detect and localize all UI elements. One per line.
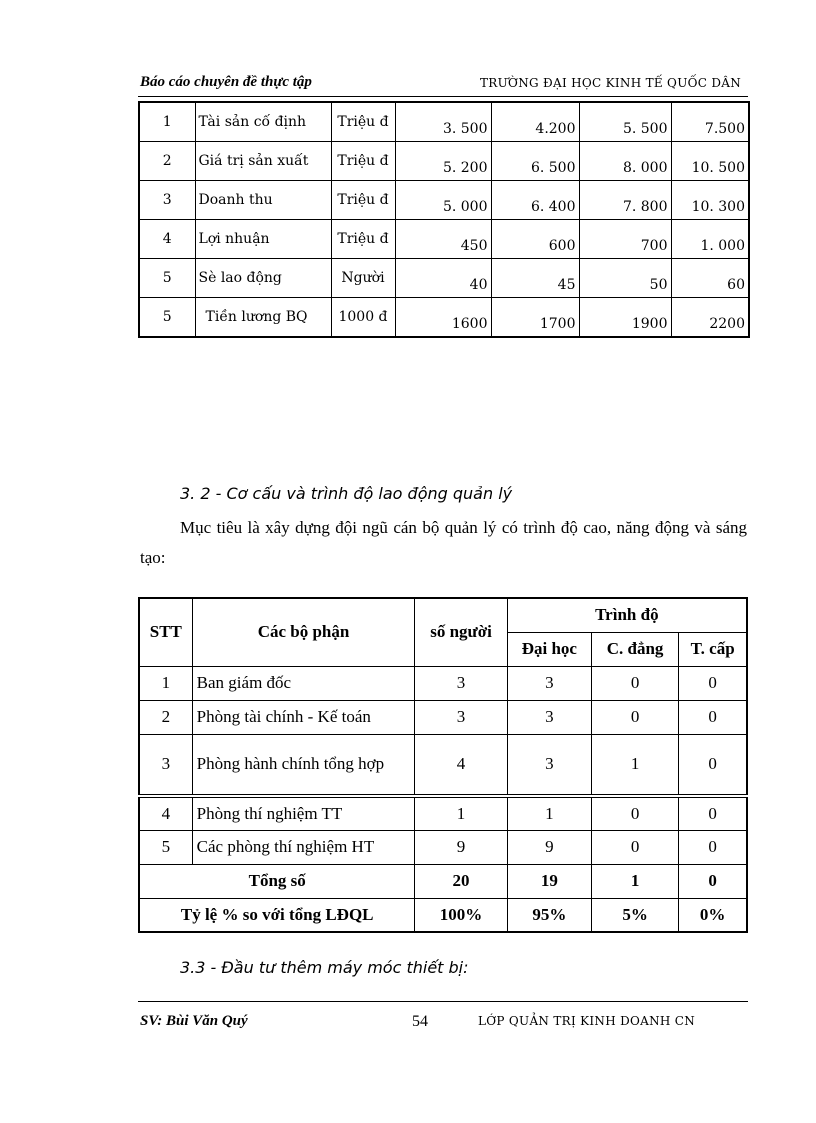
department-row [139,830,747,864]
headcount: 1 [415,796,507,830]
value-1: 40 [395,259,491,298]
intermediate-count: 0 [679,796,747,830]
intermediate-count: 0 [679,830,747,864]
stt-cell: 2 [139,700,192,734]
footer-rule [138,1001,748,1002]
footer-student: SV: Bùi Văn Quý [140,1013,248,1029]
row-number: 5 [139,298,195,338]
value-2: 4.200 [491,102,579,142]
row-number: 3 [139,181,195,220]
value-4: 7.500 [671,102,749,142]
header-departments: Các bộ phận [192,598,415,666]
header-college: C. đẳng [591,632,678,666]
indicator-name: Giá trị sản xuất [195,142,331,181]
unit: Triệu đ [331,102,395,142]
section-3-2-title: 3. 2 - Cơ cấu và trình độ lao động quản lý [180,484,513,503]
value-3: 5. 500 [579,102,671,142]
university-count: 3 [507,700,591,734]
university-count: 3 [507,734,591,796]
value-1: 3. 500 [395,102,491,142]
ratio-row [139,898,747,932]
value-3: 8. 000 [579,142,671,181]
production-indicators-table [138,101,750,338]
headcount: 3 [415,700,507,734]
unit: Triệu đ [331,181,395,220]
stt-cell: 3 [139,734,192,796]
value-2: 6. 500 [491,142,579,181]
department-name: Phòng hành chính tổng hợp [192,734,415,796]
department-name: Các phòng thí nghiệm HT [192,830,415,864]
value-1: 1600 [395,298,491,338]
value-4: 2200 [671,298,749,338]
indicator-row [139,102,749,142]
header-education-level: Trình độ [507,598,747,632]
footer-class: LỚP QUẢN TRỊ KINH DOANH CN [478,1014,696,1028]
ratio-label: Tỷ lệ % so với tổng LĐQL [139,898,415,932]
unit: Người [331,259,395,298]
college-count: 0 [591,700,678,734]
row-number: 4 [139,220,195,259]
section-3-2-paragraph: Mục tiêu là xây dựng đội ngũ cán bộ quản lý có trình độ cao, năng động và sáng tạo: [140,518,747,567]
indicator-name: Tài sản cố định [195,102,331,142]
stt-cell: 1 [139,666,192,700]
department-name: Phòng thí nghiệm TT [192,796,415,830]
unit: Triệu đ [331,142,395,181]
department-row [139,796,747,830]
header-university: Đại học [507,632,591,666]
header-university: TRƯỜNG ĐẠI HỌC KINH TẾ QUỐC DÂN [480,76,742,90]
value-4: 10. 500 [671,142,749,181]
total-cell: 0 [679,864,747,898]
header-rule [138,96,748,97]
value-3: 1900 [579,298,671,338]
department-name: Ban giám đốc [192,666,415,700]
total-cell: 19 [507,864,591,898]
row-number: 1 [139,102,195,142]
value-2: 6. 400 [491,181,579,220]
headcount: 3 [415,666,507,700]
headcount: 9 [415,830,507,864]
value-1: 5. 200 [395,142,491,181]
total-cell: 1 [591,864,678,898]
department-name: Phòng tài chính - Kế toán [192,700,415,734]
value-1: 5. 000 [395,181,491,220]
ratio-cell: 0% [679,898,747,932]
university-count: 9 [507,830,591,864]
university-count: 1 [507,796,591,830]
value-4: 10. 300 [671,181,749,220]
total-label: Tổng số [139,864,415,898]
headcount: 4 [415,734,507,796]
section-3-3-title: 3.3 - Đầu tư thêm máy móc thiết bị: [180,958,469,977]
unit: 1000 đ [331,298,395,338]
header-headcount: số người [415,598,507,666]
college-count: 1 [591,734,678,796]
row-number: 2 [139,142,195,181]
college-count: 0 [591,796,678,830]
intermediate-count: 0 [679,666,747,700]
total-cell: 20 [415,864,507,898]
indicator-row [139,259,749,298]
value-3: 7. 800 [579,181,671,220]
university-count: 3 [507,666,591,700]
header-report-title: Báo cáo chuyên đề thực tập [140,74,312,90]
indicator-name: Sè lao động [195,259,331,298]
college-count: 0 [591,666,678,700]
college-count: 0 [591,830,678,864]
header-stt: STT [139,598,192,666]
row-number: 5 [139,259,195,298]
indicator-name: Tiền lương BQ [195,298,331,338]
ratio-cell: 100% [415,898,507,932]
stt-cell: 4 [139,796,192,830]
department-row [139,734,747,796]
management-staff-table [138,597,748,933]
total-row [139,864,747,898]
indicator-name: Doanh thu [195,181,331,220]
value-2: 1700 [491,298,579,338]
value-2: 45 [491,259,579,298]
unit: Triệu đ [331,220,395,259]
indicator-row [139,220,749,259]
department-row [139,666,747,700]
ratio-cell: 5% [591,898,678,932]
ratio-cell: 95% [507,898,591,932]
value-3: 700 [579,220,671,259]
page-number: 54 [412,1013,428,1030]
header-intermediate: T. cấp [679,632,747,666]
value-4: 1. 000 [671,220,749,259]
indicator-row [139,142,749,181]
stt-cell: 5 [139,830,192,864]
department-row [139,700,747,734]
value-1: 450 [395,220,491,259]
value-4: 60 [671,259,749,298]
value-2: 600 [491,220,579,259]
intermediate-count: 0 [679,700,747,734]
indicator-name: Lợi nhuận [195,220,331,259]
indicator-row [139,181,749,220]
value-3: 50 [579,259,671,298]
indicator-row [139,298,749,338]
intermediate-count: 0 [679,734,747,796]
